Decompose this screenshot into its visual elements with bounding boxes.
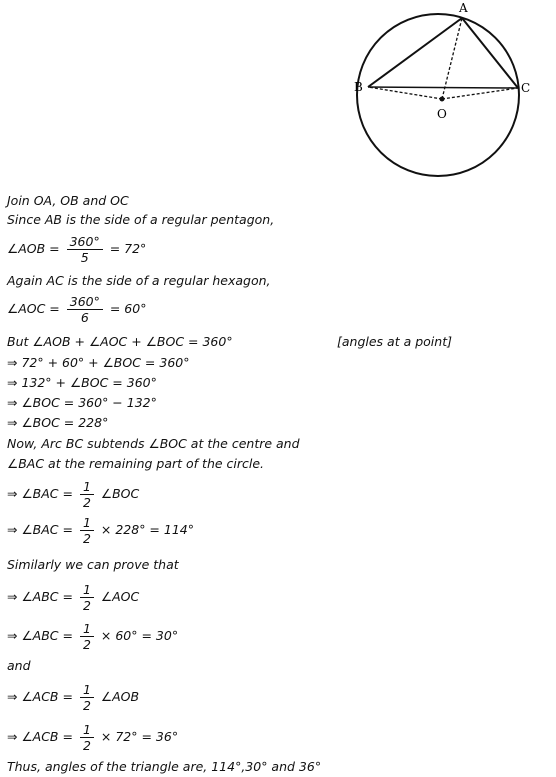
chord-ab <box>368 18 462 87</box>
numerator: 1 <box>80 621 94 637</box>
chord-bc <box>368 87 518 88</box>
fraction <box>80 621 94 652</box>
chord-ac <box>462 18 518 88</box>
circle <box>357 14 519 176</box>
fraction <box>67 234 103 265</box>
denominator: 2 <box>82 738 91 753</box>
step-pentagon: Since AB is the side of a regular pentagon, <box>7 212 275 227</box>
eq-acb-half <box>7 682 139 713</box>
fraction <box>80 479 94 510</box>
eq-lhs: ⇒ ∠BAC = <box>7 486 73 501</box>
step-and: and <box>7 658 31 673</box>
step-arc: Now, Arc BC subtends ∠BOC at the centre and <box>7 436 300 451</box>
numerator: 1 <box>80 515 94 531</box>
eq-rhs: × 228° = 114° <box>100 522 194 537</box>
eq-lhs: ∠AOC = <box>7 301 60 316</box>
eq-rhs: × 60° = 30° <box>100 628 179 643</box>
eq-lhs: ∠AOB = <box>7 241 60 256</box>
eq-rhs: ∠AOC <box>100 589 140 604</box>
denominator: 5 <box>80 250 89 265</box>
step-hexagon: Again AC is the side of a regular hexagon, <box>7 273 271 288</box>
denominator: 2 <box>82 598 91 613</box>
eq-rhs: × 72° = 36° <box>100 729 179 744</box>
fraction <box>80 722 94 753</box>
fraction <box>80 515 94 546</box>
fraction <box>80 682 94 713</box>
numerator: 1 <box>80 479 94 495</box>
eq-rhs: ∠AOB <box>100 689 140 704</box>
fraction <box>80 582 94 613</box>
circle-diagram <box>340 0 540 190</box>
eq-step-8: ⇒ 132° + ∠BOC = 360° <box>7 375 157 390</box>
eq-lhs: ⇒ ∠ACB = <box>7 729 73 744</box>
label-a: A <box>459 1 468 15</box>
denominator: 2 <box>82 637 91 652</box>
numerator: 360° <box>67 294 103 310</box>
denominator: 2 <box>82 698 91 713</box>
numerator: 1 <box>80 582 94 598</box>
eq-text: But ∠AOB + ∠AOC + ∠BOC = 360° <box>7 334 233 349</box>
conclusion: Thus, angles of the triangle are, 114°,30° and 36° <box>7 759 322 774</box>
numerator: 1 <box>80 722 94 738</box>
eq-abc-half <box>7 582 139 613</box>
eq-step-7: ⇒ 72° + 60° + ∠BOC = 360° <box>7 355 190 370</box>
eq-bac-value <box>7 515 194 546</box>
label-b: B <box>354 80 363 94</box>
eq-acb-value <box>7 722 178 753</box>
eq-rhs: ∠BOC <box>100 486 140 501</box>
center-point-o <box>440 97 445 102</box>
eq-abc-value <box>7 621 178 652</box>
eq-aob <box>7 234 146 265</box>
denominator: 2 <box>82 531 91 546</box>
step-arc-cont: ∠BAC at the remaining part of the circle. <box>7 456 265 471</box>
eq-angles-sum <box>7 333 547 351</box>
reason-note: [angles at a point] <box>337 334 452 349</box>
denominator: 6 <box>80 310 89 325</box>
label-o: O <box>437 107 447 121</box>
eq-bac-half <box>7 479 139 510</box>
eq-step-10: ⇒ ∠BOC = 228° <box>7 415 109 430</box>
fraction <box>67 294 103 325</box>
eq-step-9: ⇒ ∠BOC = 360° − 132° <box>7 395 157 410</box>
eq-rhs: = 72° <box>109 241 147 256</box>
step-join: Join OA, OB and OC <box>7 193 129 208</box>
step-similarly: Similarly we can prove that <box>7 557 179 572</box>
eq-lhs: ⇒ ∠ABC = <box>7 589 73 604</box>
eq-lhs: ⇒ ∠ACB = <box>7 689 73 704</box>
radius-oc <box>442 88 518 99</box>
eq-lhs: ⇒ ∠BAC = <box>7 522 73 537</box>
eq-lhs: ⇒ ∠ABC = <box>7 628 73 643</box>
label-c: C <box>521 81 531 95</box>
eq-aoc <box>7 294 146 325</box>
numerator: 1 <box>80 682 94 698</box>
eq-rhs: = 60° <box>109 301 147 316</box>
denominator: 2 <box>82 495 91 510</box>
numerator: 360° <box>67 234 103 250</box>
radius-ob <box>368 87 442 99</box>
